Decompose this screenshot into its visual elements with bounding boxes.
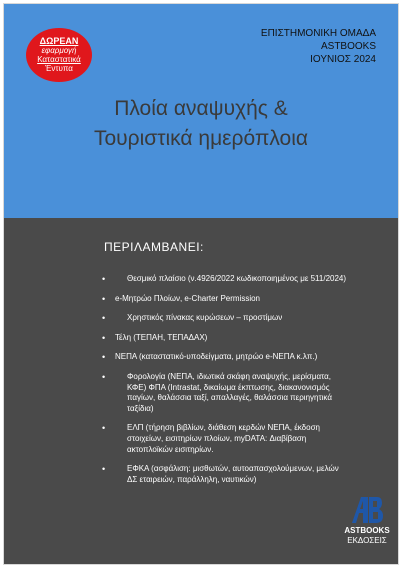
title-line-1: Πλοία αναψυχής & [114, 97, 288, 120]
list-item: • Τέλη (ΤΕΠΑΗ, ΤΕΠΑΔΑΧ) [102, 333, 350, 344]
list-item: • ΕΛΠ (τήρηση βιβλίων, διάθεση κερδών ΝΕΠΑ, έκδοση στοιχείων, εισιτηρίων πλοίων, myDATA: Διαβίβαση ακτοπλοϊκών εισιτηρίων. [102, 423, 350, 455]
book-title [4, 94, 398, 154]
list-item: • Θεσμικό πλαίσιο (ν.4926/2022 κωδικοποιημένος με 511/2024) [102, 274, 350, 285]
list-item: • Χρηστικός πίνακας κυρώσεων – προστίμων [102, 313, 350, 324]
book-cover [3, 3, 399, 565]
list-item: • ΕΦΚΑ (ασφάλιση: μισθωτών, αυτοαπασχολούμενων, μελών ΔΣ εταιρειών, παράλληλη, ναυτικών) [102, 464, 350, 485]
publisher-group: ΕΠΙΣΤΗΜΟΝΙΚΗ ΟΜΑΔΑ [260, 28, 376, 39]
includes-heading: ΠΕΡΙΛΑΜΒΑΝΕΙ: [104, 240, 204, 254]
badge-line-1: ΔΩΡΕΑΝ [39, 36, 79, 46]
badge-line-2: εφαρμογή [41, 46, 77, 55]
publication-date: ΙΟΥΝΙΟΣ 2024 [310, 54, 376, 65]
badge-line-4: Έντυπα [45, 64, 73, 73]
list-item: • ΝΕΠΑ (καταστατικό-υποδείγματα, μητρώο e-ΝΕΠΑ κ.λπ.) [102, 352, 350, 363]
list-item: • e-Μητρώο Πλοίων, e-Charter Permission [102, 294, 350, 305]
title-line-2: Τουριστικά ημερόπλοια [93, 127, 309, 150]
badge-line-3: Καταστατικά [37, 55, 81, 64]
logo-label: ΕΚΔΟΣΕΙΣ [347, 536, 387, 545]
list-item: • Φορολογία (ΝΕΠΑ, ιδιωτικά σκάφη αναψυχής, μερίσματα, ΚΦΕ) ΦΠΑ (Intrastat, δικαίωμα έκπτωσης, διακανονισμός παγίων, θαλάσσια ταξί, απαλλαγές, θαλάσσια περιηγητικά ταξίδια) [102, 372, 350, 414]
publisher-brand: ASTBOOKS [320, 41, 376, 52]
astbooks-logo-icon [350, 495, 384, 525]
contents-list [102, 274, 350, 494]
publisher-logo [341, 495, 393, 545]
free-app-badge [26, 28, 92, 82]
publisher-info [261, 27, 376, 66]
top-band [4, 4, 398, 218]
logo-brand: ASTBOOKS [344, 526, 390, 535]
